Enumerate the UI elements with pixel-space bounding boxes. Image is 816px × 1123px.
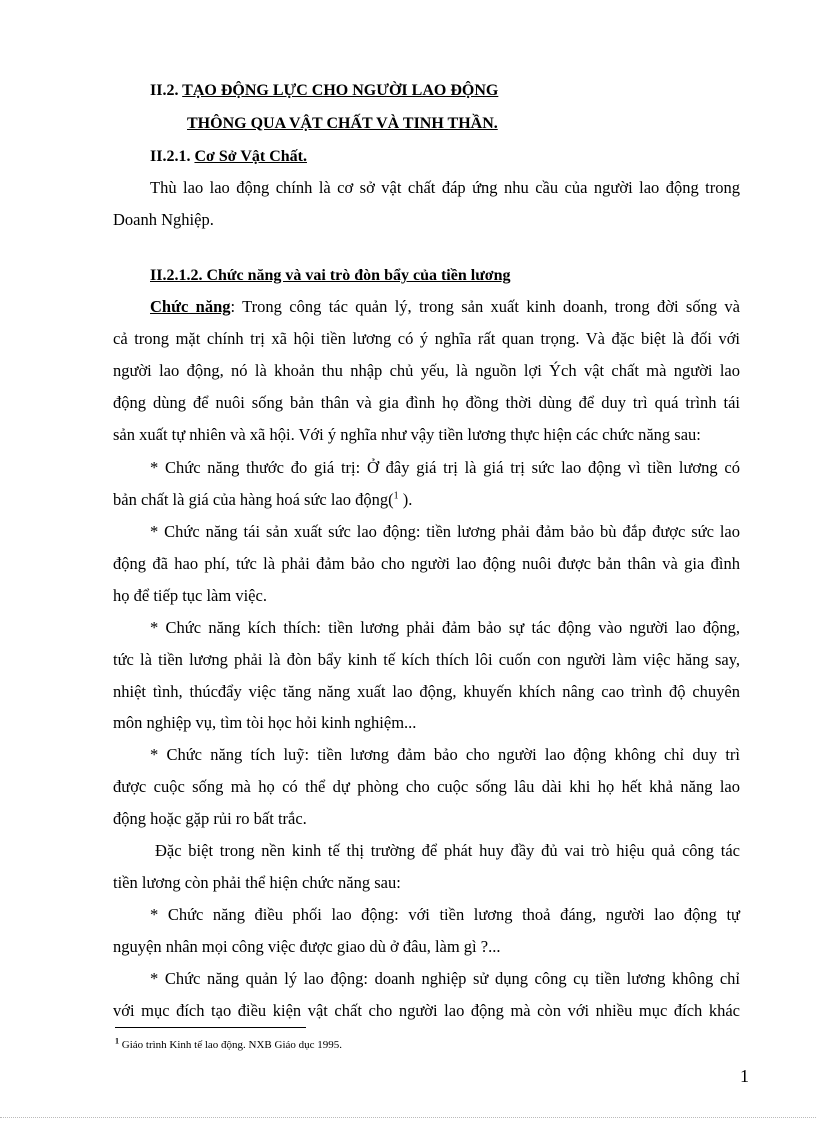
body-line4: động dùng để nuôi sống bản thân và gia đình họ đồng thời dùng để duy trì quá trình tái [113,393,740,412]
footnote-marker: 1 [115,1036,119,1046]
section-heading-line1 [150,81,498,101]
section-title-line2: THÔNG QUA VẬT CHẤT VÀ TINH THẦN. [187,115,498,132]
function3-line2: tức là tiền lương phải là đòn bẩy kinh tế kích thích lôi cuốn con người làm việc hăng say, [113,650,740,669]
footnote-text: Giáo trình Kinh tế lao động. NXB Giáo dục 1995. [119,1039,343,1051]
function1-line2a: bản chất là giá của hàng hoá sức lao động( [113,490,394,509]
body-line2: cả trong mặt chính trị xã hội tiền lương có ý nghĩa rất quan trọng. Và đặc biệt là đối với [113,329,740,348]
function4-line3: động hoặc gặp rủi ro bất trắc. [113,809,307,828]
body-line3: người lao động, nó là khoản thu nhập chủ yếu, là nguồn lợi Ých vật chất mà người lao [113,361,740,380]
function1-line2b: ). [398,490,413,509]
lead-rest: : Trong công tác quản lý, trong sản xuất kinh doanh, trong đời sống và [230,297,741,316]
section-number: II.2. [150,82,179,99]
function6-line2: với mục đích tạo điều kiện vật chất cho người lao động mà còn với nhiều mục đích khác [113,1001,740,1020]
function4-line1: * Chức năng tích luỹ: tiền lương đảm bảo cho người lao động không chỉ duy trì [150,745,740,764]
intro-line1: Thù lao lao động chính là cơ sở vật chất đáp ứng nhu cầu của người lao động trong [150,178,740,197]
function6-line1: * Chức năng quản lý lao động: doanh nghiệp sử dụng công cụ tiền lương không chỉ [150,969,740,988]
paragraph2-line2: tiền lương còn phải thể hiện chức năng sau: [113,873,401,892]
function3-line4: môn nghiệp vụ, tìm tòi học hỏi kinh nghiệm... [113,713,417,732]
section-title-line1: TẠO ĐỘNG LỰC CHO NGƯỜI LAO ĐỘNG [182,82,499,99]
function3-line1: * Chức năng kích thích: tiền lương phải đảm bảo sự tác động vào người lao động, [150,618,740,637]
footnote-ref: 1 [393,490,399,502]
function3-line3: nhiệt tình, thúcđẩy việc tăng năng xuất lao động, khuyến khích nâng cao trình độ chuyên [113,682,740,701]
sub-number: II.2.1. [150,148,191,165]
footnote [115,1036,343,1051]
footnote-separator [115,1027,306,1028]
page-number: 1 [740,1066,749,1086]
function2-line1: * Chức năng tái sản xuất sức lao động: tiền lương phải đảm bảo bù đắp được sức lao [150,522,740,541]
function5-line1: * Chức năng điều phối lao động: với tiền lương thoả đáng, người lao động tự [150,905,740,924]
function4-line2: được cuộc sống mà họ có thể dự phòng cho cuộc sống lâu dài khi họ hết khả năng lao [113,777,740,796]
body-lead-line [150,297,740,317]
paragraph2-line1: Đặc biệt trong nền kinh tế thị trường để phát huy đầy đủ vai trò hiệu quả công tác [155,841,740,860]
function5-line2: nguyện nhân mọi công việc được giao dù ở đâu, làm gì ?... [113,937,501,956]
page-bottom-border [0,1117,816,1118]
body-line5: sản xuất tự nhiên và xã hội. Với ý nghĩa như vậy tiền lương thực hiện các chức năng sau: [113,425,701,444]
sub-title: Cơ Sở Vật Chất. [194,148,307,165]
intro-line2: Doanh Nghiệp. [113,210,214,229]
subsection-heading [150,147,307,167]
function2-line2: động đã hao phí, tức là phải đảm bảo cho người lao động nuôi được bản thân và gia đình [113,554,740,573]
function1-line1: * Chức năng thước đo giá trị: Ở đây giá trị là giá trị sức lao động vì tiền lương có [150,458,740,477]
lead-label: Chức năng [150,297,231,316]
subsection-title: II.2.1.2. Chức năng và vai trò đòn bẩy của tiền lương [150,267,511,284]
function1-line2 [113,490,412,510]
function2-line3: họ để tiếp tục làm việc. [113,586,267,605]
